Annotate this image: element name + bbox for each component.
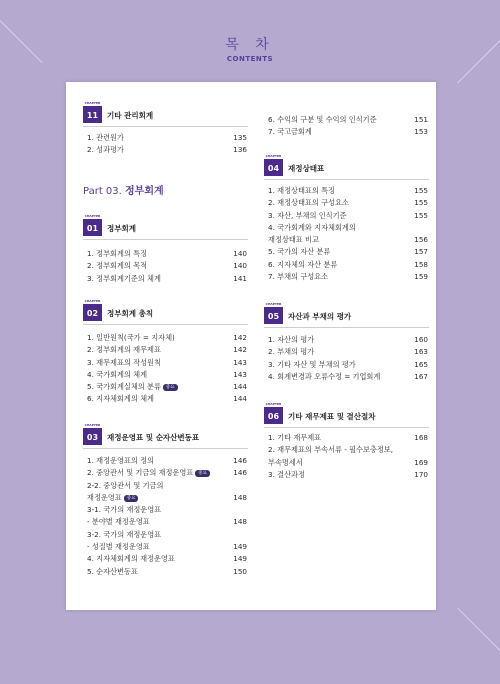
page-number: 136 (233, 145, 247, 155)
toc-entry[interactable] (87, 144, 247, 156)
toc-entry[interactable] (268, 346, 428, 358)
entry-title: 5. 국가의 자산 분류 (268, 247, 331, 257)
page-number: 157 (414, 247, 428, 257)
decor-line-bottom-right (457, 608, 500, 651)
part-label: Part 03. (83, 186, 122, 197)
page-number: 153 (414, 127, 428, 137)
entry-title: 4. 지자체회계의 재정운영표 (87, 554, 175, 564)
entry-title: 1. 일반원칙(국가 = 지자체) (87, 333, 175, 342)
toc-entry[interactable] (87, 393, 247, 405)
list-06 (268, 432, 428, 481)
entry-title: - 분야별 재정운영표 (87, 517, 150, 527)
page-number: 142 (233, 345, 247, 355)
page-number: 141 (233, 273, 247, 283)
important-tag: 중요 (124, 495, 139, 502)
divider (83, 126, 248, 127)
entry-title: - 성질별 재정운영표 (87, 542, 150, 552)
toc-entry[interactable] (268, 210, 428, 222)
toc-entry[interactable] (87, 381, 247, 393)
list-05 (268, 334, 428, 383)
page-number: 148 (233, 517, 247, 527)
list-11 (87, 132, 247, 157)
toc-entry[interactable] (268, 432, 428, 444)
list-03 (87, 455, 247, 578)
header (0, 34, 500, 63)
list-top (268, 114, 428, 139)
page-number: 155 (414, 198, 428, 208)
chapter-badge: CHAPTER 11 (83, 106, 102, 123)
entry-title: 1. 자산의 평가 (268, 335, 315, 344)
part-title: 정부회계 (125, 186, 164, 197)
section-title: 정부회계 (107, 224, 136, 233)
entry-title: 1. 관련원가 (87, 133, 124, 142)
page-number: 140 (233, 249, 247, 258)
entry-title: 2. 성과평가 (87, 145, 124, 155)
toc-entry[interactable] (268, 222, 428, 234)
toc-entry[interactable] (87, 541, 247, 553)
toc-entry[interactable] (268, 334, 428, 346)
entry-title: 2. 정부회계의 목적 (87, 261, 148, 271)
entry-title: 2. 재정상태표의 구성요소 (268, 198, 349, 208)
chapter-badge: CHAPTER 02 (83, 304, 102, 321)
entry-title: 3-1. 국가의 재정운영표 (87, 505, 162, 515)
toc-entry[interactable] (87, 357, 247, 369)
list-04 (268, 185, 428, 283)
toc-entry[interactable] (87, 504, 247, 516)
divider (264, 427, 429, 428)
toc-entry[interactable] (268, 359, 428, 371)
page-number: 140 (233, 261, 247, 271)
section-title: 기타 관리회계 (107, 111, 154, 120)
toc-entry[interactable] (87, 467, 247, 479)
entry-title: 4. 회계변경과 오류수정 = 기업회계 (268, 371, 381, 381)
section-title: 재정운영표 및 순자산변동표 (107, 433, 200, 442)
page-number: 144 (233, 382, 247, 392)
page-number: 167 (414, 371, 428, 381)
entry-title: 7. 부채의 구성요소 (268, 272, 329, 282)
entry-title: 재정상태표 비교 (268, 235, 319, 245)
part-heading (83, 182, 164, 197)
page-number: 135 (233, 133, 247, 142)
entry-title: 재정운영표 중요 (87, 492, 138, 504)
page-number: 144 (233, 394, 247, 404)
entry-title: 1. 정부회계의 특징 (87, 249, 148, 258)
entry-title: 3. 자산, 부채의 인식기준 (268, 210, 347, 220)
page-number: 143 (233, 369, 247, 379)
chapter-badge: CHAPTER 05 (264, 307, 283, 324)
toc-entry[interactable] (87, 480, 247, 492)
toc-entry[interactable] (87, 553, 247, 565)
toc-entry[interactable] (268, 457, 428, 469)
entry-title: 2. 재무제표의 부속서류 - 필수보충정보, (268, 445, 394, 455)
toc-entry[interactable] (87, 260, 247, 272)
section-title: 기타 재무제표 및 결산절차 (288, 412, 376, 421)
toc-entry[interactable] (87, 492, 247, 504)
entry-title: 2-2. 중앙관서 및 기금의 (87, 480, 164, 490)
page-number: 151 (414, 115, 428, 124)
toc-entry[interactable] (87, 344, 247, 356)
entry-title: 6. 수익의 구분 및 수익의 인식기준 (268, 115, 377, 124)
chapter-badge: CHAPTER 01 (83, 219, 102, 236)
page-number: 159 (414, 272, 428, 282)
page-number: 163 (414, 347, 428, 357)
toc-entry[interactable] (87, 516, 247, 528)
toc-entry[interactable] (268, 197, 428, 209)
page-number: 155 (414, 186, 428, 195)
page-number: 150 (233, 566, 247, 576)
page-number: 146 (233, 468, 247, 478)
page-number: 160 (414, 335, 428, 344)
toc-entry[interactable] (87, 529, 247, 541)
contents-page (66, 82, 436, 610)
toc-entry[interactable] (87, 132, 247, 144)
page-number: 146 (233, 456, 247, 465)
toc-entry[interactable] (87, 332, 247, 344)
divider (83, 448, 248, 449)
entry-title: 5. 국가회계실체의 분류 중요 (87, 381, 178, 393)
section-title: 자산과 부채의 평가 (288, 312, 352, 321)
toc-entry[interactable] (268, 444, 428, 456)
toc-entry[interactable] (87, 566, 247, 578)
entry-title: 4. 국가회계의 체계 (87, 369, 148, 379)
entry-title: 3-2. 국가의 재정운영표 (87, 529, 162, 539)
toc-entry[interactable] (87, 455, 247, 467)
toc-entry[interactable] (87, 369, 247, 381)
chapter-badge: CHAPTER 03 (83, 428, 102, 445)
entry-title: 2. 중앙관서 및 기금의 재정운영표 중요 (87, 467, 210, 479)
toc-entry[interactable] (268, 126, 428, 138)
section-title: 정부회계 총칙 (107, 309, 154, 318)
page-subtitle: CONTENTS (226, 55, 274, 63)
entry-title: 2. 부채의 평가 (268, 347, 315, 357)
page-number: 143 (233, 357, 247, 367)
page-number: 170 (414, 469, 428, 479)
page-number: 156 (414, 235, 428, 245)
important-tag: 중요 (163, 384, 178, 391)
page-number: 169 (414, 457, 428, 467)
toc-entry[interactable] (268, 234, 428, 246)
entry-title: 6. 지자체회계의 체계 (87, 394, 154, 404)
chapter-badge: CHAPTER 04 (264, 159, 283, 176)
toc-entry[interactable] (268, 371, 428, 383)
toc-entry[interactable] (268, 185, 428, 197)
entry-title: 2. 정부회계의 재무제표 (87, 345, 161, 355)
entry-title: 3. 재무제표의 작성원칙 (87, 357, 161, 367)
toc-entry[interactable] (268, 469, 428, 481)
toc-entry[interactable] (268, 114, 428, 126)
page-number: 165 (414, 359, 428, 369)
page-number: 149 (233, 542, 247, 552)
list-02 (87, 332, 247, 406)
chapter-badge: CHAPTER 06 (264, 407, 283, 424)
entry-title: 3. 정부회계기준의 체계 (87, 273, 161, 283)
divider (83, 324, 248, 325)
list-01 (87, 248, 247, 285)
toc-entry[interactable] (87, 273, 247, 285)
entry-title: 4. 국가회계와 지자체회계의 (268, 222, 356, 232)
entry-title: 5. 순자산변동표 (87, 566, 138, 576)
page-number: 148 (233, 492, 247, 502)
important-tag: 중요 (195, 470, 210, 477)
toc-entry[interactable] (87, 248, 247, 260)
entry-title: 6. 지자체의 자산 분류 (268, 259, 338, 269)
entry-title: 부속명세서 (268, 457, 303, 467)
toc-entry[interactable] (268, 259, 428, 271)
page-number: 142 (233, 333, 247, 342)
entry-title: 1. 기타 재무제표 (268, 433, 322, 442)
entry-title: 1. 재정운영표의 정의 (87, 456, 154, 465)
page-number: 168 (414, 433, 428, 442)
page-number: 158 (414, 259, 428, 269)
entry-title: 3. 기타 자산 및 부채의 평가 (268, 359, 356, 369)
divider (264, 179, 429, 180)
page-number: 149 (233, 554, 247, 564)
section-title: 재정상태표 (288, 164, 325, 173)
divider (264, 327, 429, 328)
entry-title: 3. 결산과정 (268, 469, 305, 479)
toc-entry[interactable] (268, 246, 428, 258)
page-title: 목 차 (225, 37, 275, 53)
divider (83, 239, 248, 240)
page-number: 155 (414, 210, 428, 220)
entry-title: 7. 국고금회계 (268, 127, 312, 137)
toc-entry[interactable] (268, 271, 428, 283)
entry-title: 1. 재정상태표의 특징 (268, 186, 335, 195)
